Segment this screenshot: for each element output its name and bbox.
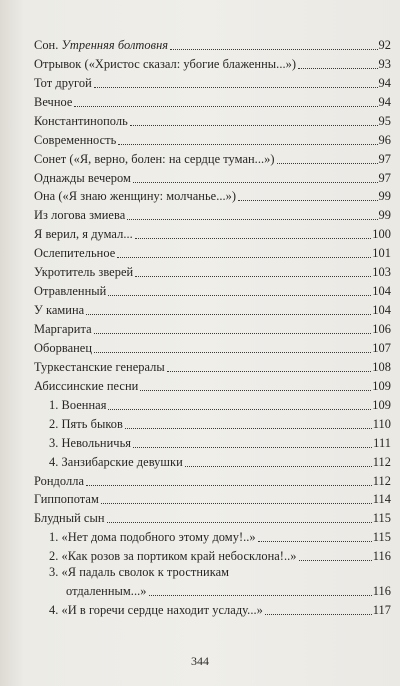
dot-leader (130, 124, 378, 126)
dot-leader (101, 502, 372, 504)
toc-subentry (34, 432, 391, 451)
toc-entry-title: Отравленный (34, 284, 107, 299)
dot-leader (94, 86, 378, 88)
dot-leader (170, 48, 377, 50)
toc-entry (34, 242, 391, 261)
dot-leader (265, 613, 372, 615)
toc-page-number: 114 (372, 492, 391, 507)
toc-entry-title: 1. Военная (49, 397, 107, 412)
toc-entry-title: Абиссинские песни (34, 378, 139, 393)
toc-entry-title: У камина (34, 303, 85, 318)
toc-subentry (34, 526, 391, 545)
toc-entry-title: Константинополь (34, 113, 128, 128)
toc-entry (34, 299, 391, 318)
toc-entry-title: отдаленным...» (66, 584, 147, 599)
toc-entry-title: Туркестанские генералы (34, 359, 165, 374)
toc-entry-title: Ослепительное (34, 246, 116, 261)
toc-entry-italic-subtitle: Утренняя болтовня (61, 37, 169, 52)
toc-entry-title: Она («Я знаю женщину: молчанье...») (34, 189, 237, 204)
dot-leader (127, 218, 377, 220)
dot-leader (86, 313, 371, 315)
toc-subentry (34, 394, 391, 413)
toc-subentry (34, 451, 391, 470)
toc-entry-title: Вечное (34, 94, 73, 109)
toc-page-number: 106 (372, 322, 391, 336)
toc-entry-title: Блудный сын (34, 511, 105, 526)
toc-entry-title: Я верил, я думал... (34, 227, 133, 242)
toc-page-number: 107 (372, 340, 391, 355)
toc-page-number: 115 (372, 530, 391, 545)
toc-entry-title: Рондолла (34, 473, 85, 488)
toc-entry-title: Отрывок («Христос сказал: убогие блаженны...») (34, 56, 297, 71)
toc-entry-title: Сонет («Я, верно, болен: на сердце туман...») (34, 151, 275, 166)
dot-leader (125, 427, 372, 429)
toc-page-number: 112 (372, 473, 391, 488)
toc-entry-title: Однажды вечером (34, 170, 131, 185)
dot-leader (118, 143, 377, 145)
toc-entry-title: 1. «Нет дома подобного этому дому!..» (49, 530, 256, 545)
toc-page-number: 115 (372, 511, 391, 526)
toc-entry-title: Тот другой (34, 75, 92, 90)
toc-entry (34, 223, 391, 242)
dot-leader (94, 351, 371, 353)
dot-leader (94, 332, 372, 334)
dot-leader (135, 237, 371, 239)
toc-entry-title: 4. Занзибарские девушки (49, 454, 183, 469)
toc-page-number: 110 (372, 416, 391, 431)
toc-subentry-first-line (34, 564, 391, 580)
dot-leader (167, 370, 371, 372)
toc-entry (34, 53, 391, 72)
toc-subentry (34, 599, 391, 618)
toc-page-number: 111 (373, 435, 391, 450)
dot-leader (140, 389, 371, 391)
toc-entry (34, 280, 391, 299)
page-footer-number: 344 (191, 654, 209, 668)
toc-page-number: 108 (372, 359, 391, 374)
toc-page-number: 101 (372, 246, 391, 261)
toc-page-number: 94 (378, 75, 391, 90)
toc-page-number: 95 (378, 113, 391, 128)
toc-page-number: 117 (372, 603, 391, 618)
toc-entry-title: 2. Пять быков (49, 416, 123, 431)
toc-page-number: 116 (372, 549, 391, 564)
toc-subentry-continuation (34, 580, 391, 599)
toc-entry (34, 337, 391, 356)
toc-entry-title: 3. Невольничья (49, 435, 132, 450)
toc-entry-title: Из логова змиева (34, 208, 126, 223)
toc-entry (34, 34, 391, 53)
toc-page-number: 93 (378, 56, 391, 71)
toc-page-number: 104 (372, 284, 391, 299)
dot-leader (185, 465, 372, 467)
toc-entry (34, 148, 391, 167)
toc-entry-title (34, 38, 168, 53)
toc-entry-title: 4. «И в горечи сердце находит усладу...» (49, 603, 263, 618)
toc-entry (34, 318, 391, 337)
toc-entry-title: 3. «Я падаль сволок к тростникам (49, 565, 230, 580)
toc-page-number: 97 (378, 151, 391, 166)
dot-leader (86, 484, 372, 486)
dot-leader (135, 275, 371, 277)
toc-page-number: 99 (378, 189, 391, 204)
dot-leader (108, 408, 371, 410)
dot-leader (133, 446, 372, 448)
toc-entry (34, 110, 391, 129)
toc-page-number: 109 (372, 397, 391, 412)
toc-entry-title: Маргарита (34, 322, 92, 336)
toc-page-number: 96 (378, 132, 391, 147)
toc-page-number: 109 (372, 378, 391, 393)
toc-entry (34, 72, 391, 91)
toc-entry (34, 470, 391, 489)
dot-leader (258, 540, 372, 542)
toc-subentry (34, 545, 391, 564)
toc-entry-label: Сон. (34, 37, 62, 52)
toc-entry (34, 186, 391, 205)
toc-page-number: 104 (372, 303, 391, 318)
toc-entry-title: Оборванец (34, 340, 93, 355)
toc-subentry (34, 413, 391, 432)
toc-entry (34, 204, 391, 223)
toc-entry (34, 91, 391, 110)
toc-entry-title: 2. «Как розов за портиком край небосклона!..» (49, 549, 297, 564)
toc-page-number: 99 (378, 208, 391, 223)
toc-entry (34, 167, 391, 186)
toc-entry-title: Современность (34, 132, 117, 147)
dot-leader (108, 294, 371, 296)
table-of-contents (34, 34, 391, 618)
toc-entry (34, 375, 391, 394)
toc-page-number: 92 (378, 37, 391, 52)
dot-leader (298, 67, 377, 69)
toc-page-number: 116 (372, 584, 391, 599)
toc-entry (34, 261, 391, 280)
dot-leader (149, 594, 372, 596)
toc-page-number: 100 (372, 227, 391, 242)
toc-page-number: 97 (378, 170, 391, 185)
toc-entry (34, 507, 391, 526)
toc-entry-title: Гиппопотам (34, 492, 99, 507)
dot-leader (238, 199, 377, 201)
toc-page-number: 112 (372, 454, 391, 469)
toc-page-number: 103 (372, 265, 391, 280)
dot-leader (277, 162, 378, 164)
dot-leader (117, 256, 371, 258)
toc-entry-title: Укротитель зверей (34, 265, 134, 280)
dot-leader (299, 559, 372, 561)
toc-entry (34, 356, 391, 375)
dot-leader (74, 105, 377, 107)
dot-leader (133, 181, 378, 183)
dot-leader (107, 521, 372, 523)
toc-page-number: 94 (378, 94, 391, 109)
toc-entry (34, 129, 391, 148)
toc-entry (34, 489, 391, 508)
